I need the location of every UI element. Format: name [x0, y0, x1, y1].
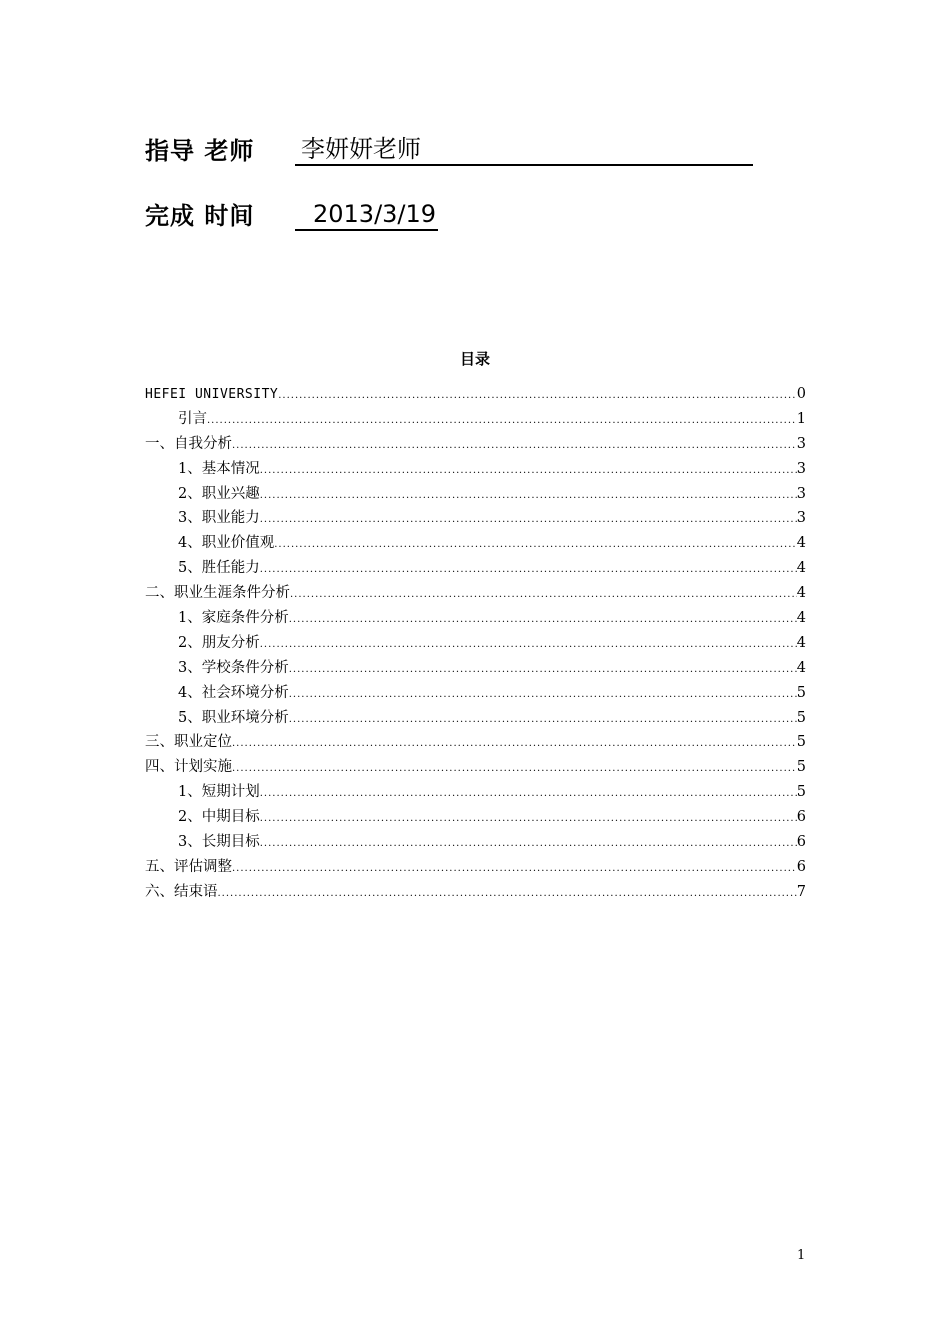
- toc-entry[interactable]: [145, 482, 806, 507]
- toc-dot-leader: [260, 805, 797, 832]
- toc-entry-text: 六、结束语: [145, 883, 218, 900]
- toc-entry[interactable]: [145, 830, 806, 855]
- toc-entry-page: 0: [796, 386, 806, 402]
- toc-entry-text: 4、社会环境分析: [178, 684, 289, 701]
- toc-dot-leader: [289, 656, 797, 683]
- toc-entry-page: 6: [796, 834, 806, 851]
- toc-entry-page: 6: [796, 809, 806, 826]
- toc-entry-text: 引言: [178, 410, 207, 427]
- toc-title: 目录: [459, 350, 490, 368]
- toc-entry-text: 五、评估调整: [145, 858, 232, 875]
- toc-entry-text: 3、职业能力: [178, 510, 260, 527]
- toc-entry-page: 4: [796, 610, 806, 627]
- toc-entry-text: 1、基本情况: [178, 460, 260, 477]
- toc-dot-leader: [218, 880, 797, 907]
- toc-dot-leader: [260, 482, 797, 509]
- toc-entry-text: 二、职业生涯条件分析: [145, 585, 290, 602]
- toc-entry-text: 1、短期计划: [178, 784, 260, 801]
- toc-entry[interactable]: [145, 706, 806, 731]
- toc-entry[interactable]: [145, 880, 806, 905]
- toc-entry-page: 1: [796, 410, 806, 427]
- toc-entry[interactable]: [145, 631, 806, 656]
- toc-entry[interactable]: [145, 432, 806, 457]
- toc-entry[interactable]: [145, 382, 806, 407]
- toc-entry-page: 5: [796, 709, 806, 726]
- toc-dot-leader: [260, 556, 797, 583]
- toc-dot-leader: [260, 457, 797, 484]
- advisor-value: 李妍妍老师: [295, 134, 753, 166]
- toc-entry-text: 5、职业环境分析: [178, 709, 289, 726]
- toc-entry-page: 5: [796, 684, 806, 701]
- toc-entry-text: 2、职业兴趣: [178, 485, 260, 502]
- toc-entry-page: 3: [796, 485, 806, 502]
- table-of-contents: [145, 382, 806, 905]
- toc-entry-page: 4: [796, 585, 806, 602]
- toc-entry-text: 三、职业定位: [145, 734, 232, 751]
- page-number: 1: [797, 1248, 806, 1263]
- toc-dot-leader: [232, 730, 797, 757]
- toc-dot-leader: [289, 606, 797, 633]
- toc-entry[interactable]: [145, 805, 806, 830]
- advisor-row: [145, 130, 753, 166]
- toc-entry-page: 3: [796, 435, 806, 452]
- toc-entry[interactable]: [145, 457, 806, 482]
- toc-dot-leader: [289, 681, 797, 708]
- toc-entry-page: 5: [796, 734, 806, 751]
- toc-entry-text: 2、朋友分析: [178, 634, 260, 651]
- toc-entry[interactable]: [145, 531, 806, 556]
- toc-entry-page: 6: [796, 858, 806, 875]
- toc-entry[interactable]: [145, 581, 806, 606]
- toc-entry[interactable]: [145, 855, 806, 880]
- toc-entry[interactable]: [145, 656, 806, 681]
- completion-date-row: [145, 195, 438, 231]
- toc-dot-leader: [260, 830, 797, 857]
- toc-entry-page: 5: [796, 759, 806, 776]
- toc-entry-page: 4: [796, 535, 806, 552]
- toc-entry-text: HEFEI UNIVERSITY: [145, 387, 279, 402]
- toc-dot-leader: [232, 432, 797, 459]
- toc-entry[interactable]: [145, 730, 806, 755]
- toc-dot-leader: [290, 581, 797, 608]
- completion-date-value: 2013/3/19: [295, 199, 438, 231]
- toc-entry-text: 3、学校条件分析: [178, 659, 289, 676]
- completion-date-label: 完成 时间: [145, 202, 255, 230]
- toc-entry-page: 7: [796, 883, 806, 900]
- toc-entry-text: 一、自我分析: [145, 435, 232, 452]
- toc-entry[interactable]: [145, 755, 806, 780]
- toc-dot-leader: [260, 506, 797, 533]
- toc-entry-page: 3: [796, 510, 806, 527]
- toc-entry[interactable]: [145, 506, 806, 531]
- toc-dot-leader: [232, 855, 797, 882]
- advisor-label: 指导 老师: [145, 137, 255, 165]
- toc-dot-leader: [278, 382, 797, 409]
- toc-entry-page: 4: [796, 560, 806, 577]
- toc-dot-leader: [260, 631, 797, 658]
- toc-dot-leader: [232, 755, 797, 782]
- toc-entry[interactable]: [145, 606, 806, 631]
- toc-entry-page: 3: [796, 460, 806, 477]
- toc-dot-leader: [289, 706, 797, 733]
- toc-dot-leader: [274, 531, 797, 558]
- toc-dot-leader: [207, 407, 797, 434]
- toc-dot-leader: [260, 780, 797, 807]
- toc-entry[interactable]: [145, 407, 806, 432]
- toc-entry-text: 3、长期目标: [178, 834, 260, 851]
- toc-entry-text: 2、中期目标: [178, 809, 260, 826]
- toc-entry-text: 四、计划实施: [145, 759, 232, 776]
- toc-entry-page: 4: [796, 659, 806, 676]
- toc-entry[interactable]: [145, 556, 806, 581]
- toc-entry-text: 4、职业价值观: [178, 535, 275, 552]
- toc-entry-text: 1、家庭条件分析: [178, 610, 289, 627]
- toc-entry[interactable]: [145, 681, 806, 706]
- toc-entry[interactable]: [145, 780, 806, 805]
- toc-entry-page: 4: [796, 634, 806, 651]
- toc-entry-page: 5: [796, 784, 806, 801]
- toc-entry-text: 5、胜任能力: [178, 560, 260, 577]
